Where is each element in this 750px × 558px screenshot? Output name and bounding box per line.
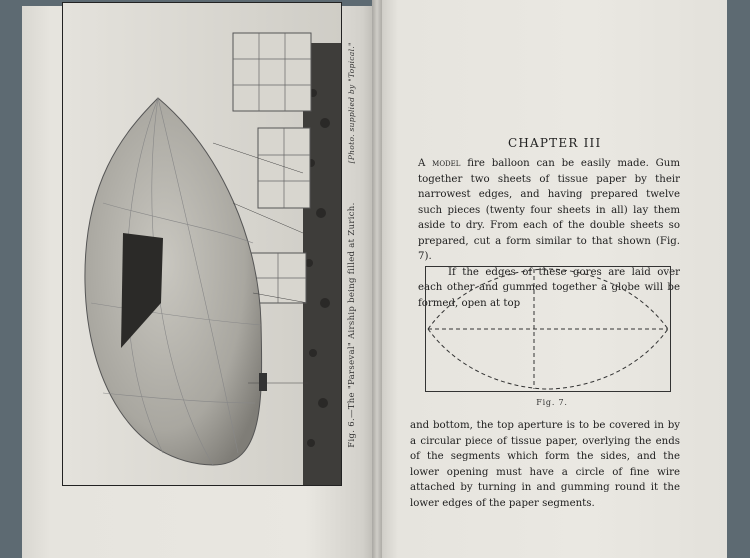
chapter-heading: CHAPTER III <box>508 136 602 150</box>
body-text-bottom <box>410 418 680 511</box>
plate-caption <box>347 25 357 465</box>
paragraph-2: If the edges of these gores are laid over each other and gummed together a globe will be formed, open at top <box>418 266 680 309</box>
paragraph-3: and bottom, the top aperture is to be covered in by a circular piece of tissue paper, overlying the ends of the segments which form the sides, and the lower opening must have a circle of fine wire attached by turning in and gumming round it the lower edges of the paper segments. <box>410 420 680 509</box>
gore-pattern-diagram <box>426 267 670 391</box>
gore-pattern-figure <box>425 266 671 392</box>
airship-photo <box>63 3 341 485</box>
paragraph-1 <box>418 156 680 265</box>
plate-credit: [Photo. supplied by "Topical." <box>347 42 356 164</box>
figure-label: Fig. 7. <box>536 398 568 407</box>
plate-caption-text: Fig. 6.—The "Parseval" Airship being filled at Zurich. <box>347 202 357 448</box>
book-gutter <box>372 0 382 558</box>
paragraph-1-lead: A model <box>418 158 461 169</box>
airship-photo-plate <box>62 2 342 486</box>
paragraph-1-body: fire balloon can be easily made. Gum together two sheets of tissue paper by their narrowest edges, and having prepared twelve such pieces (twenty four sheets in all) lay them aside to dry. From each of the double sheets so prepared, cut a form similar to that shown (Fig. 7). <box>418 158 680 262</box>
